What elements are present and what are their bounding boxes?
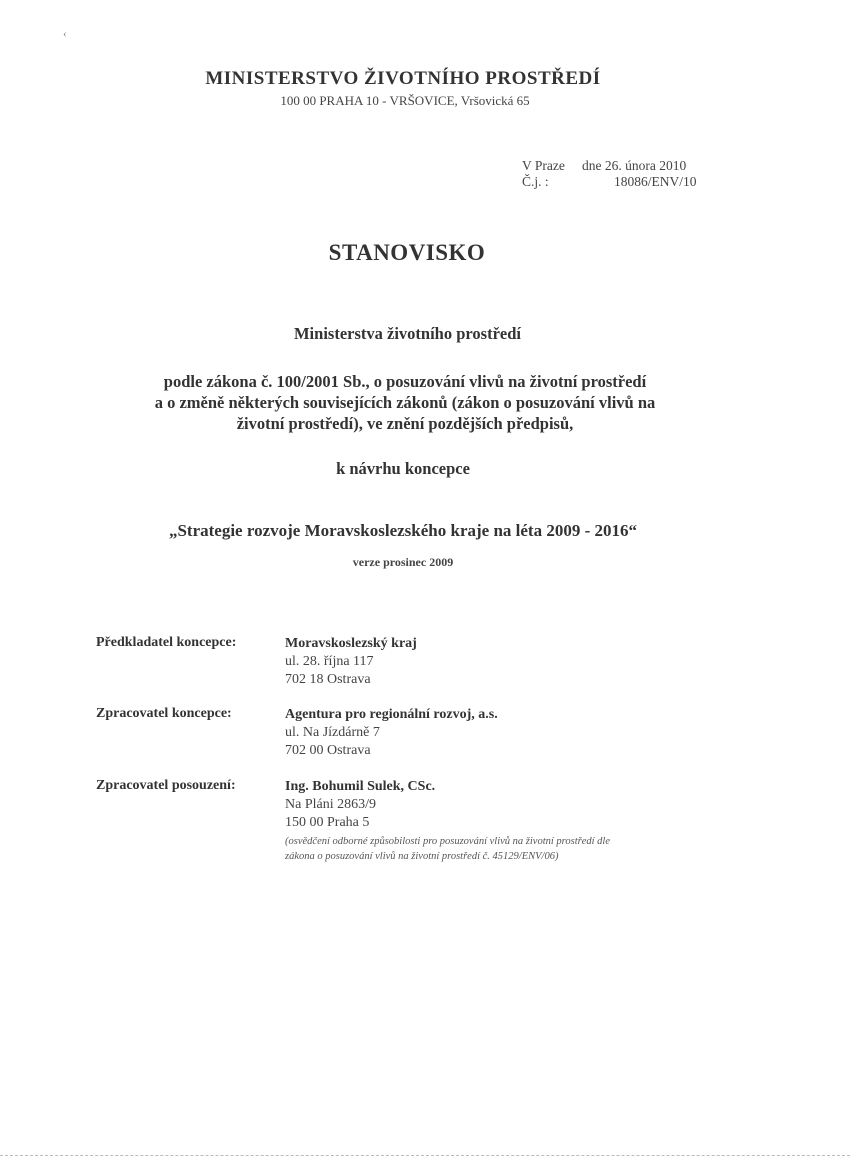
- legal-basis-line: a o změně některých souvisejících zákonů (zákon o posuzování vlivů na: [154, 393, 656, 412]
- party-address-line: 702 18 Ostrava: [285, 672, 371, 687]
- party-name: Moravskoslezský kraj: [285, 636, 417, 651]
- corner-mark: ‹: [63, 28, 67, 40]
- party-address-line: 150 00 Praha 5: [285, 815, 370, 830]
- party-address-line: ul. Na Jízdárně 7: [285, 725, 380, 740]
- concept-name: „Strategie rozvoje Moravskoslezského kraje na léta 2009 - 2016“: [168, 521, 638, 540]
- party-details: [285, 706, 498, 760]
- party-address-line: ul. 28. října 117: [285, 654, 374, 669]
- legal-basis-line: životní prostředí), ve znění pozdějších předpisů,: [236, 414, 574, 433]
- reference-label: Č.j. :: [522, 174, 549, 189]
- concept-version: verze prosinec 2009: [352, 555, 454, 569]
- place-label: V Praze: [522, 158, 565, 173]
- certification-note: [285, 834, 610, 864]
- subject-intro: k návrhu koncepce: [336, 459, 470, 478]
- certification-note-line: zákona o posuzování vlivů na životní prostředí č. 45129/ENV/06): [285, 851, 559, 862]
- party-details: [285, 635, 417, 689]
- party-label: Zpracovatel koncepce:: [96, 706, 232, 721]
- party-label: Předkladatel koncepce:: [96, 635, 237, 650]
- document-title: STANOVISKO: [328, 240, 486, 265]
- party-name: Agentura pro regionální rozvoj, a.s.: [285, 707, 498, 722]
- legal-basis: [105, 371, 705, 434]
- legal-basis-line: podle zákona č. 100/2001 Sb., o posuzování vlivů na životní prostředí: [163, 372, 647, 391]
- certification-note-line: (osvědčení odborné způsobilosti pro posuzování vlivů na životní prostředí dle: [285, 836, 610, 847]
- document-meta: [522, 158, 697, 190]
- party-label: Zpracovatel posouzení:: [96, 778, 236, 793]
- party-name: Ing. Bohumil Sulek, CSc.: [285, 779, 436, 794]
- document-issuer: Ministerstva životního prostředí: [293, 324, 521, 343]
- party-address-line: 702 00 Ostrava: [285, 743, 371, 758]
- document-date: dne 26. února 2010: [582, 158, 687, 173]
- ministry-name: MINISTERSTVO ŽIVOTNÍHO PROSTŘEDÍ: [205, 68, 601, 89]
- ministry-address: 100 00 PRAHA 10 - VRŠOVICE, Vršovická 65: [280, 93, 530, 108]
- party-details: [285, 778, 610, 864]
- reference-number: 18086/ENV/10: [614, 174, 697, 189]
- scan-edge-line: [0, 1155, 850, 1157]
- party-address-line: Na Pláni 2863/9: [285, 797, 376, 812]
